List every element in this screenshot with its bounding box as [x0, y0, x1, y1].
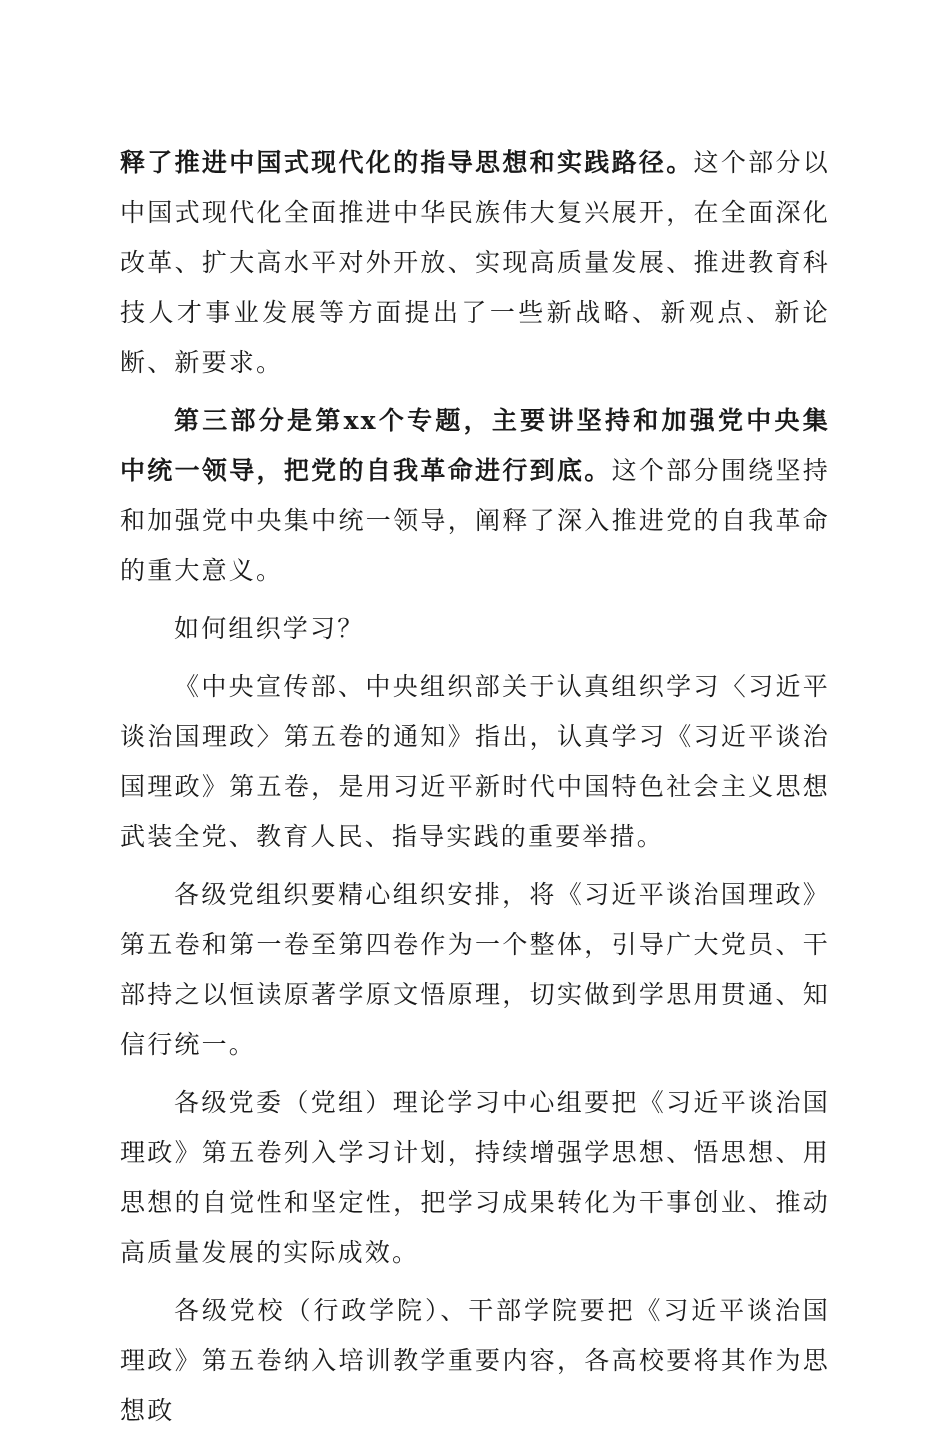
- paragraph-6: 各级党委（党组）理论学习中心组要把《习近平谈治国理政》第五卷列入学习计划，持续增强学思想、悟思想、用思想的自觉性和坚定性，把学习成果转化为干事创业、推动高质量发展的实际成效。: [120, 1088, 830, 1267]
- paragraph-2: [120, 396, 830, 596]
- paragraph-7: 各级党校（行政学院）、干部学院要把《习近平谈治国理政》第五卷纳入培训教学重要内容，各高校要将其作为思想政: [120, 1296, 830, 1425]
- paragraph-5: 各级党组织要精心组织安排，将《习近平谈治国理政》第五卷和第一卷至第四卷作为一个整体，引导广大党员、干部持之以恒读原著学原文悟原理，切实做到学思用贯通、知信行统一。: [120, 880, 830, 1059]
- paragraph-1-lead: 释了推进中国式现代化的指导思想和实践路径。: [120, 148, 694, 177]
- paragraph-1-text: 这个部分以中国式现代化全面推进中华民族伟大复兴展开，在全面深化改革、扩大高水平对外开放、实现高质量发展、推进教育科技人才事业发展等方面提出了一些新战略、新观点、新论断、新要求。: [120, 148, 830, 377]
- paragraph-2-text: 这个部分围绕坚持和加强党中央集中统一领导，阐释了深入推进党的自我革命的重大意义。: [120, 456, 830, 585]
- paragraph-2-lead: 第三部分是第xx个专题，主要讲坚持和加强党中央集中统一领导，把党的自我革命进行到底。: [120, 406, 830, 485]
- document-body: [120, 138, 830, 1444]
- paragraph-4: 《中央宣传部、中央组织部关于认真组织学习〈习近平谈治国理政〉第五卷的通知》指出，认真学习《习近平谈治国理政》第五卷，是用习近平新时代中国特色社会主义思想武装全党、教育人民、指导实践的重要举措。: [120, 672, 830, 851]
- section-heading: 如何组织学习？: [174, 614, 365, 643]
- paragraph-1: [120, 138, 830, 388]
